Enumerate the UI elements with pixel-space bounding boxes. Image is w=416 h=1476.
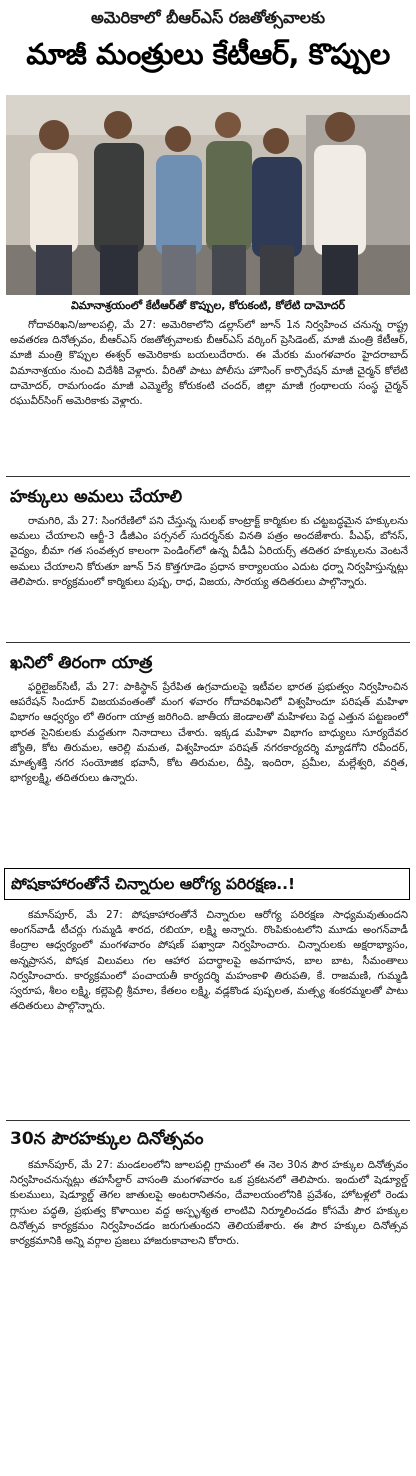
section-heading-civil-rights: 30న పౌరహక్కుల దినోత్సవం [10, 1129, 204, 1149]
group-photo [6, 95, 410, 295]
section-divider [6, 476, 410, 477]
article-headline: మాజీ మంత్రులు కేటీఆర్, కొప్పుల [26, 37, 390, 71]
section-heading-nutrition: పోషకాహారంతోనే చిన్నారుల ఆరోగ్య పరిరక్షణ..! [11, 875, 296, 893]
section-body-tiranga: ఫర్టిలైజర్‌సిటీ, మే 27: పాకిస్థాన్ ప్రేరేపిత ఉగ్రవాదులపై ఇటీవల భారత ప్రభుత్వం నిర్వహించిన ఆపరేషన్ సిందూర్ విజయవంతంతో మంగ ళవారం గోదావరిఖనిలో విశ్వహిందూ పరిషత్ మహిళా విభాగం ఆధ్వర్యం లో తిరంగా యాత్ర జరిగింది. జాతీయ జెండాలతో మహిళలు పెద్ద ఎత్తున పట్టణంలో భారత సైనికులకు మద్దతుగా నినాదాలు చేశారు. ఇక్కడ మహిళా విభాగం బాధ్యులు సూర్యదేవర జ్యోతి, కోట తిరుమల, ఆరెల్లి మమత, విశ్వహిందూ పరిషత్ నగరకార్యదర్శి మ్యాడగోని రవీందర్, మాతృశక్తి నగర సంయోజిక భవానీ, కోట తిరుమల, దీప్తి, ఇందిరా, ప్రమీల, మల్లేశ్వరి, వర్షిత, భాగ్యలక్ష్మి, తదితరులు ఉన్నారు. [10, 681, 408, 785]
article-kicker: అమెరికాలో బీఆర్ఎస్ రజతోత్సవాలకు [90, 8, 326, 27]
article-body: గోదావరిఖని/జూలపల్లి, మే 27: అమెరికాలోని డల్లాస్‌లో జూన్ 1న నిర్వహించ చనున్న రాష్ట్ర అవతరణ దినోత్సవం, బీఆర్ఎస్ రజతోత్సవాలకు బీఆర్ఎస్ వర్కింగ్ ప్రెసిడెంట్, మాజీ మంత్రి కేటీఆర్, మాజీ మంత్రి కొప్పుల ఈశ్వర్ అమెరికాకు బయలుదేరారు. ఈ మేరకు మంగళవారం హైదరాబాద్ విమానాశ్రయం నుంచి విదేశీకి వెళ్లారు. వీరితో పాటు పోలీసు హౌసింగ్ కార్పొరేషన్ మాజీ చైర్మన్ కోలేటి దామోదర్, రామగుండం మాజీ ఎమ్మెల్యే కోరుకంటి చందర్, జిల్లా మాజీ గ్రంథాలయ సంస్థ చైర్మన్ రఘువీర్‌సింగ్ అమెరికాకు వెళ్లారు. [10, 319, 408, 408]
section-heading-rights: హక్కులు అమలు చేయాలి [10, 487, 183, 507]
section-body-civil-rights: కమాన్‌పూర్, మే 27: మండలంలోని జూలపల్లి గ్రామంలో ఈ నెల 30న పౌర హక్కుల దినోత్సవం నిర్వహించనున్నట్లు తహసీల్దార్ వాసంతి మంగళవారం ఒక ప్రకటనలో తెలిపారు. ఇందులో షెడ్యూల్డ్ కులములు, షెడ్యూల్డ్ తెగల జాతులపై అంటరానితనం, దేవాలయంలోనికి ప్రవేశం, హోటళ్లలో రెండు గ్లాసుల పద్ధతి, ప్రభుత్వ కొళాయిల వద్ద అస్పృశ్యత లాంటివి నిర్మూలించడం కోసమే పౌర హక్కుల దినోత్సవ కార్యక్రమం నిర్వహించడం జరుగుతుందని తెలియజేశారు. ఈ పౌర హక్కుల దినోత్సవ కార్యక్రమానికి అన్ని వర్గాల ప్రజలు హాజరుకావాలని కోరారు. [10, 1159, 408, 1248]
section-body-nutrition: కమాన్‌పూర్, మే 27: పోషకాహారంతోనే చిన్నారుల ఆరోగ్య పరిరక్షణ సాధ్యమవుతుందని అంగన్‌వాడీ టీచర్లు గుమ్మడి శారద, రబియా, లక్ష్మి అన్నారు. రొంపికుంటలోని మూడు అంగన్‌వాడీ కేంద్రాల ఆధ్వర్యంలో మంగళవారం పోషణ్ పఖ్వాడా నిర్వహించారు. చిన్నారులకు అక్షరాభ్యాసం, అన్నప్రాసన, పోషక విలువలు గల ఆహార పదార్థాలపై అవగాహన, బాల బాట, సీమంతాలు నిర్వహించారు. కార్యక్రమంలో పంచాయతీ కార్యదర్శి మహంకాళి తిరుపతి, కే. రాజమణి, గుమ్మడి స్వరూప, శీలం లక్ష్మి, కల్లెపెల్లి శ్రీమాల, కేతలం లక్ష్మి, వడ్లకొండ పుష్పలత, మత్స్య శంకరమ్మలతో పాటు తదితరులు పాల్గొన్నారు. [10, 909, 408, 1013]
photo-caption: విమానాశ్రయంలో కేటీఆర్‌తో కొప్పుల, కోరుకంటి, కోలేటి దామోదర్ [70, 299, 346, 312]
section-divider [6, 642, 410, 643]
section-heading-tiranga: ఖనిలో తిరంగా యాత్ర [10, 653, 153, 673]
section-body-rights: రామగిరి, మే 27: సింగరేణిలో పని చేస్తున్న సులభ్ కాంట్రాక్ట్ కార్మికుల కు చట్టబద్ధమైన హక్కులను అమలు చేయాలని ఆర్జీ-3 డీజీఎం పర్సనల్ సుదర్శన్‌కు వినతి పత్రం అందజేశారు. పీఎఫ్, బోనస్, వైద్యం, బీమా గత సంవత్సర కాలంగా పెండింగ్‌లో ఉన్న వీడీఏ ఏరియర్స్ తదితర హక్కులను వెంటనే అమలు చేయాలని కోరుతూ జూన్ 5న కొత్తగూడెం ప్రధాన కార్యాలయం ఎదుట ధర్నా నిర్వహిస్తున్నట్లు తెలిపారు. కార్యక్రమంలో కార్మికులు పుష్ప, రాధ, విజయ, సారయ్య తదితరులు పాల్గొన్నారు. [10, 515, 408, 588]
section-heading-nutrition-box [4, 868, 410, 900]
section-divider [6, 1120, 410, 1121]
group-photo-illustration [6, 95, 410, 295]
